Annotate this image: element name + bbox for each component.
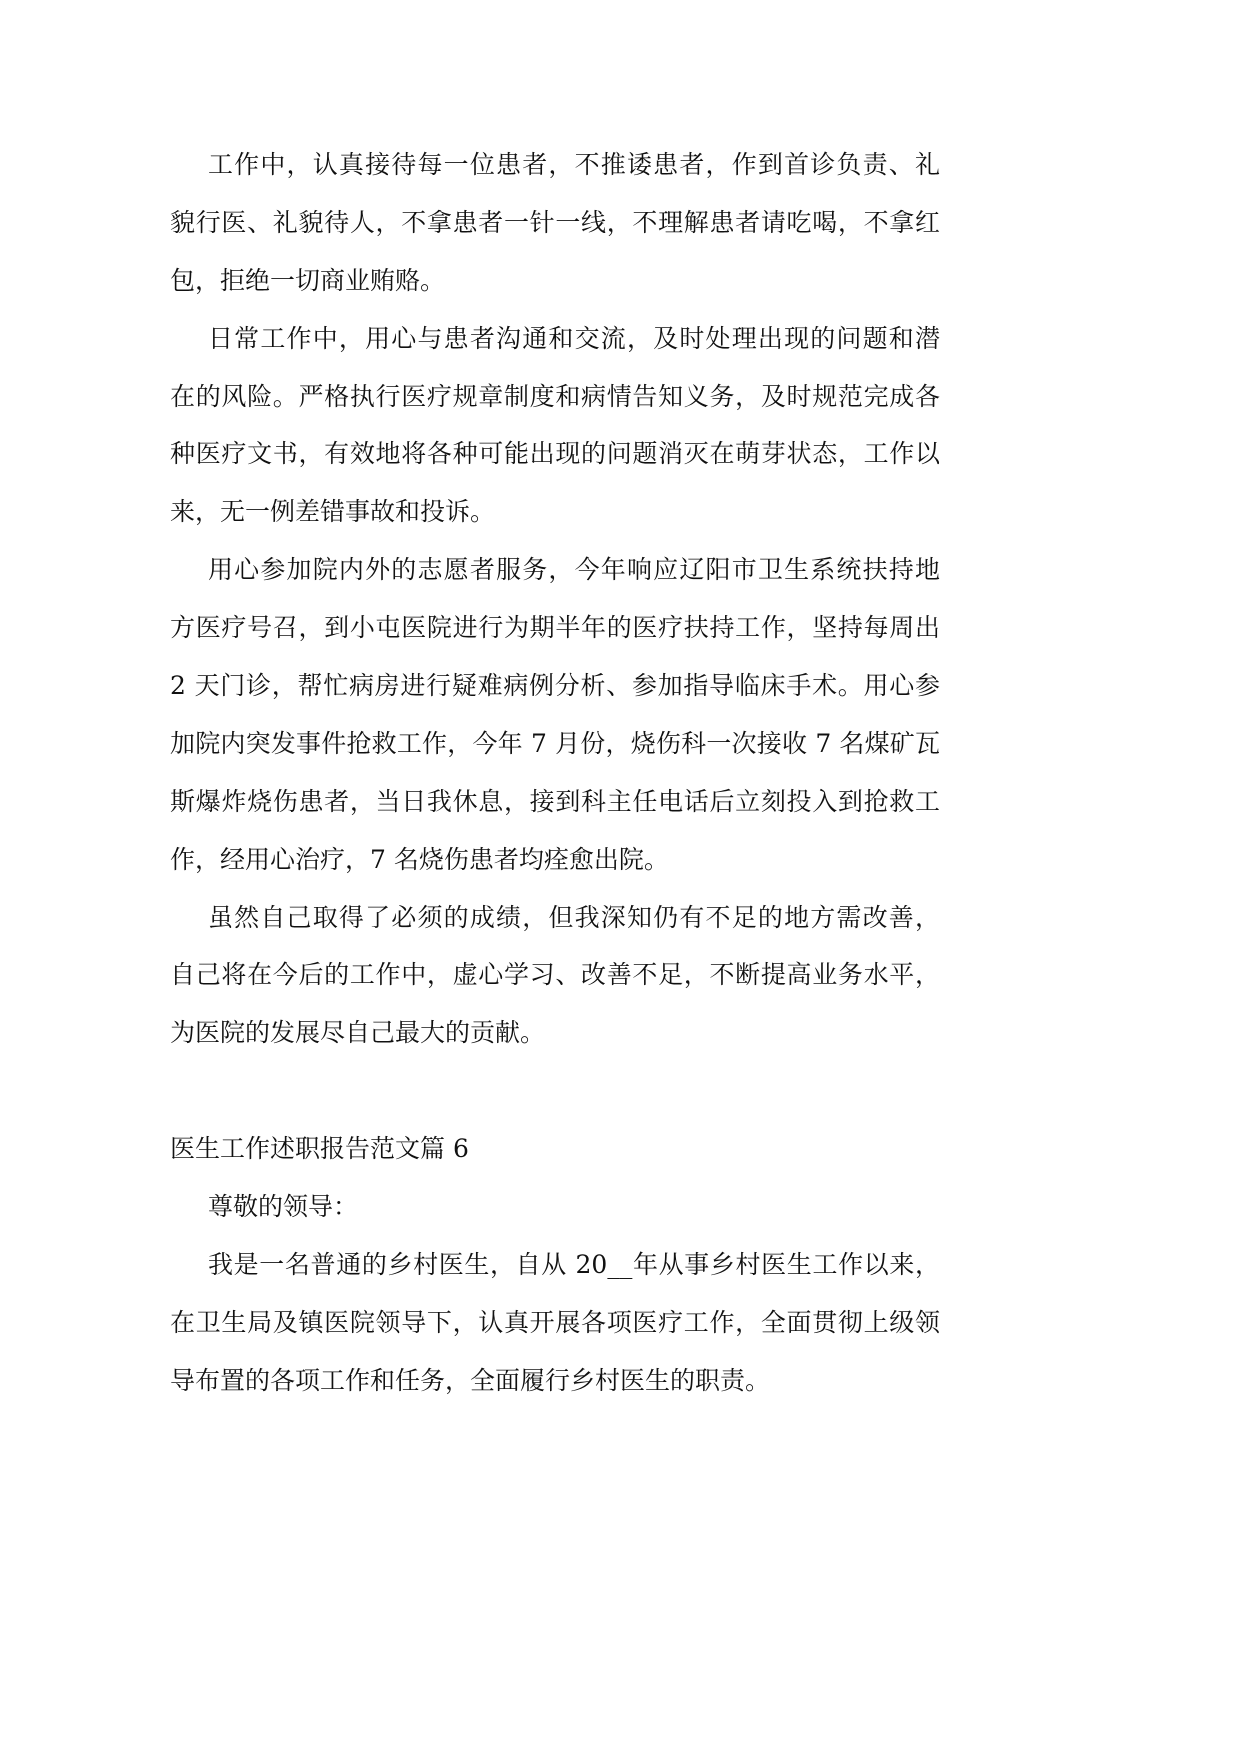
paragraph-line: 在的风险。严格执行医疗规章制度和病情告知义务，及时规范完成各 [170,381,940,411]
blank-line [170,1062,940,1120]
paragraph-line: 我是一名普通的乡村医生，自从 20__年从事乡村医生工作以来， [208,1249,940,1279]
paragraph-line: 斯爆炸烧伤患者，当日我休息，接到科主任电话后立刻投入到抢救工 [170,786,940,816]
paragraph-line: 包，拒绝一切商业贿赂。 [170,265,446,295]
paragraph-2 [170,310,940,542]
paragraph-3 [170,541,940,888]
paragraph-line: 为医院的发展尽自己最大的贡献。 [170,1018,546,1048]
paragraph-1 [170,136,940,310]
paragraph-line: 导布置的各项工作和任务，全面履行乡村医生的职责。 [170,1365,771,1395]
paragraph-line: 用心参加院内外的志愿者服务，今年响应辽阳市卫生系统扶持地 [208,555,940,585]
paragraph-line: 种医疗文书，有效地将各种可能出现的问题消灭在萌芽状态，工作以 [170,439,940,469]
section-heading: 医生工作述职报告范文篇 6 [170,1134,469,1164]
paragraph-line: 虽然自己取得了必须的成绩，但我深知仍有不足的地方需改善， [208,902,940,932]
paragraph-line: 来，无一例差错事故和投诉。 [170,497,496,527]
paragraph-line: 2 天门诊，帮忙病房进行疑难病例分析、参加指导临床手术。用心参 [170,671,940,701]
paragraph-line: 貌行医、礼貌待人，不拿患者一针一线，不理解患者请吃喝，不拿红 [170,207,940,237]
paragraph-line: 加院内突发事件抢救工作，今年 7 月份，烧伤科一次接收 7 名煤矿瓦 [170,728,940,758]
paragraph-line: 作，经用心治疗，7 名烧伤患者均痊愈出院。 [170,844,669,874]
document-body [170,136,940,1410]
paragraph-line: 日常工作中，用心与患者沟通和交流，及时处理出现的问题和潜 [208,323,940,353]
paragraph-line: 工作中，认真接待每一位患者，不推诿患者，作到首诊负责、礼 [208,150,940,179]
paragraph-line: 自己将在今后的工作中，虚心学习、改善不足，不断提高业务水平， [170,960,940,990]
paragraph-5 [170,1236,940,1410]
salutation: 尊敬的领导： [208,1192,359,1222]
paragraph-line: 方医疗号召，到小屯医院进行为期半年的医疗扶持工作，坚持每周出 [170,613,940,643]
paragraph-4 [170,889,940,1063]
paragraph-line: 在卫生局及镇医院领导下，认真开展各项医疗工作，全面贯彻上级领 [170,1307,940,1337]
